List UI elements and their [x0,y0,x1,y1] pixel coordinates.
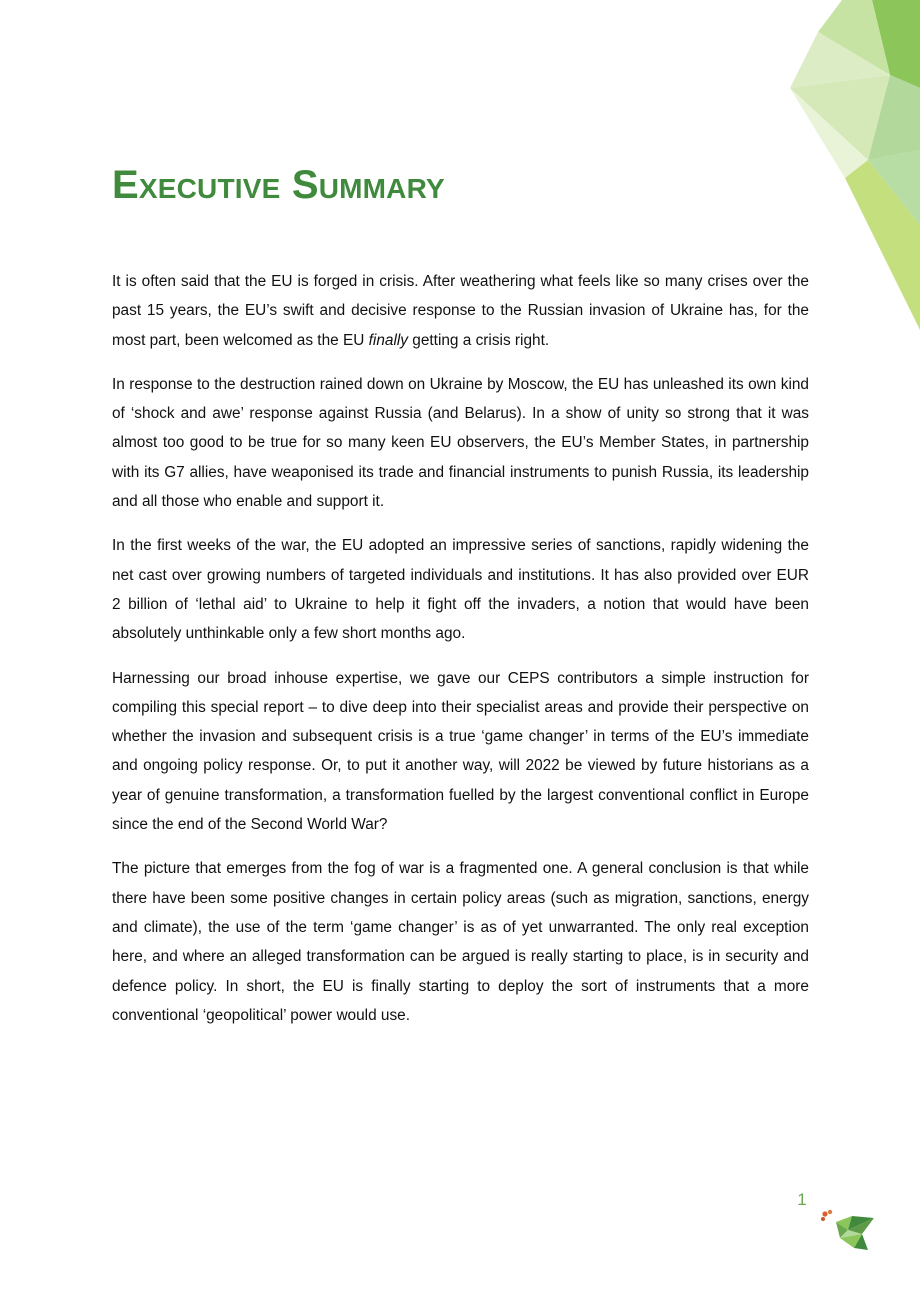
page-title: Executive Summary [112,163,445,207]
page-number: 1 [797,1190,807,1209]
emphasis-text: finally [368,331,408,349]
paragraph-text: It is often said that the EU is forged in crisis. After weathering what feels like so many crises over the past 15 years, the EU’s swift and decisive response to the Russian invasion of Ukraine has, for the most part, been welcomed as the EU [112,273,809,349]
body-text [112,267,809,1045]
paragraph: Harnessing our broad inhouse expertise, we gave our CEPS contributors a simple instruction for compiling this special report – to dive deep into their specialist areas and provide their perspective on whether the invasion and subsequent crisis is a true ‘game changer’ in terms of the EU’s immediate and ongoing policy response. Or, to put it another way, will 2022 be viewed by future historians as a year of genuine transformation, a transformation fuelled by the largest conventional conflict in Europe since the end of the Second World War? [112,669,809,834]
paragraph [112,267,809,355]
bird-logo-icon [818,1208,876,1254]
paragraph: In the first weeks of the war, the EU adopted an impressive series of sanctions, rapidly widening the net cast over growing numbers of targeted individuals and institutions. It has also provided over EUR 2 billion of ‘lethal aid’ to Ukraine to help it fight off the invaders, a notion that would have been absolutely unthinkable only a few short months ago. [112,537,809,643]
paragraph: In response to the destruction rained down on Ukraine by Moscow, the EU has unleashed its own kind of ‘shock and awe’ response against Russia (and Belarus). In a show of unity so strong that it was almost too good to be true for so many keen EU observers, the EU’s Member States, in partnership with its G7 allies, have weaponised its trade and financial instruments to punish Russia, its leadership and all those who enable and support it. [112,375,809,511]
green-triangle-mosaic-icon [790,0,920,330]
paragraph: The picture that emerges from the fog of war is a fragmented one. A general conclusion is that while there have been some positive changes in certain policy areas (such as migration, sanctions, energy and climate), the use of the term ‘game changer’ is as of yet unwarranted. The only real exception here, and where an alleged transformation can be argued is really starting to place, is in security and defence policy. In short, the EU is finally starting to deploy the sort of instruments that a more conventional ‘geopolitical’ power would use. [112,860,809,1024]
paragraph-text: getting a crisis right. [408,331,550,349]
